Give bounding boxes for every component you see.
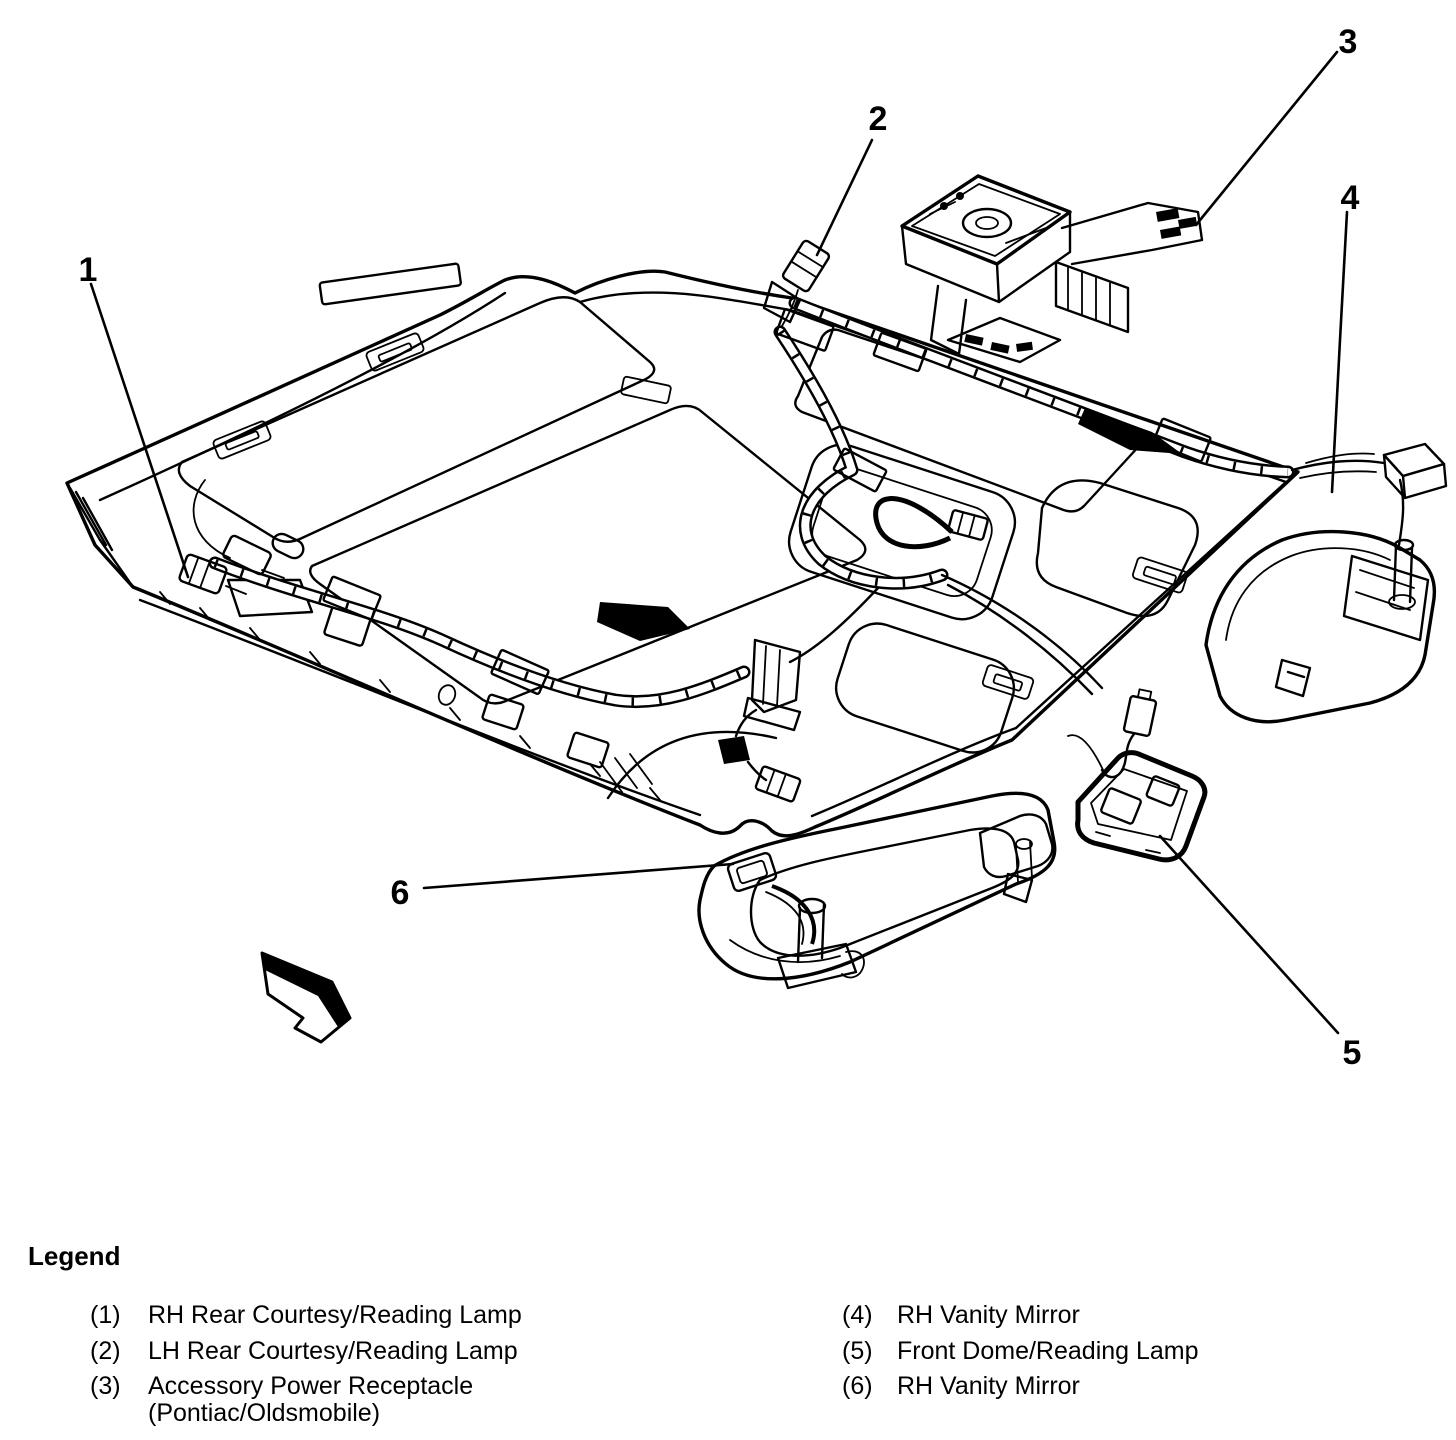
callout-1: 1 [78,251,98,289]
legend-key-4: (4) [842,1301,873,1329]
legend-label-3: Accessory Power Receptacle [148,1372,474,1400]
legend-label-1: RH Rear Courtesy/Reading Lamp [148,1301,522,1329]
legend-label-6: RH Vanity Mirror [897,1372,1080,1400]
legend-key-3: (3) [90,1372,121,1400]
legend-key-5: (5) [842,1337,873,1365]
legend-label-4: RH Vanity Mirror [897,1301,1080,1329]
callout-4: 4 [1340,179,1360,217]
legend-label-5: Front Dome/Reading Lamp [897,1337,1199,1365]
legend-key-6: (6) [842,1372,873,1400]
legend-label-2: LH Rear Courtesy/Reading Lamp [148,1337,518,1365]
legend-label-3b: (Pontiac/Oldsmobile) [148,1399,381,1427]
callout-3: 3 [1338,23,1358,61]
callout-2: 2 [868,100,888,138]
callout-6: 6 [390,874,410,912]
legend-title: Legend [28,1241,121,1271]
legend-key-2: (2) [90,1337,121,1365]
legend-key-1: (1) [90,1301,121,1329]
callout-5: 5 [1342,1034,1362,1072]
